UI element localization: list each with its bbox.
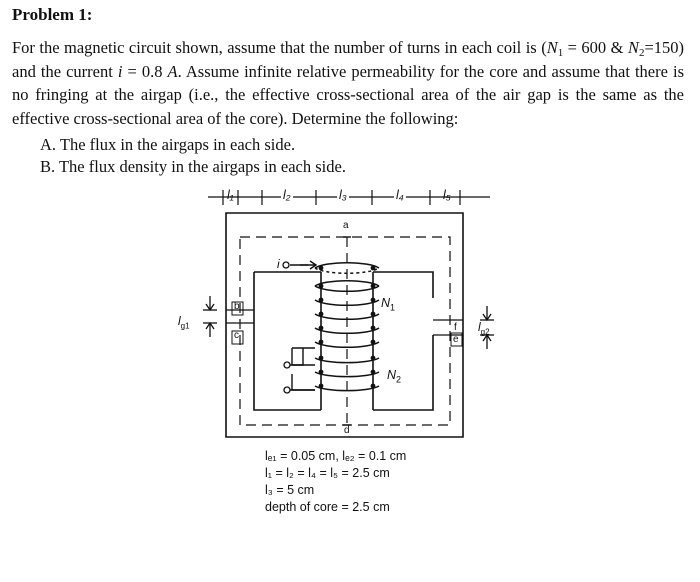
- dim-label-l2: l₂: [283, 188, 291, 202]
- point-label-c: c: [234, 330, 239, 341]
- dim-label-l4: l₄: [396, 188, 404, 202]
- point-label-a: a: [343, 220, 349, 231]
- mean-flux-path: [240, 237, 450, 425]
- param-leg-lengths: l₁ = l₂ = l₄ = l₅ = 2.5 cm: [265, 466, 390, 480]
- airgap-label-lg1: $l_{g1}$: [178, 314, 190, 331]
- point-label-f: f: [454, 322, 457, 333]
- point-label-d: d: [344, 425, 350, 436]
- current-label: i: [277, 257, 280, 271]
- dim-label-l1: l₁: [227, 188, 234, 202]
- problem-statement: For the magnetic circuit shown, assume that the number of turns in each coil is ($N_1 = 600$ & $N_2=150$) and the current i = 0.8 A. Assume infinite relative permeability for the core and assume that there is no fringing at the airgap (i.e., the effective cross-sectional area of the air gap is the same as the effective cross-sectional area of the core). Determine the following:: [12, 38, 685, 128]
- figure-parameters: [265, 448, 406, 516]
- dim-label-l3: l₃: [339, 188, 347, 202]
- airgap-label-lg2: $l_{g2}$: [478, 320, 490, 337]
- task-item-a: A. The flux in the airgaps in each side.: [40, 135, 296, 154]
- point-label-e: e: [453, 334, 459, 345]
- task-item-b: B. The flux density in the airgaps in each side.: [40, 157, 346, 176]
- problem-heading: Problem 1:: [12, 5, 93, 24]
- param-airgap-lengths: lₑ₁ = 0.05 cm, lₑ₂ = 0.1 cm: [265, 449, 407, 463]
- coil-label-n1: $N_1$: [381, 296, 396, 313]
- dim-label-l5: l₅: [443, 188, 451, 202]
- point-label-b: b: [234, 301, 240, 312]
- coil-label-n2: $N_2$: [387, 368, 402, 385]
- right-window: [373, 272, 433, 410]
- airgap-dimension-left: [203, 296, 217, 337]
- param-core-depth: depth of core = 2.5 cm: [265, 500, 390, 514]
- param-l3: l₃ = 5 cm: [265, 483, 315, 497]
- core-outer-outline: [226, 213, 463, 437]
